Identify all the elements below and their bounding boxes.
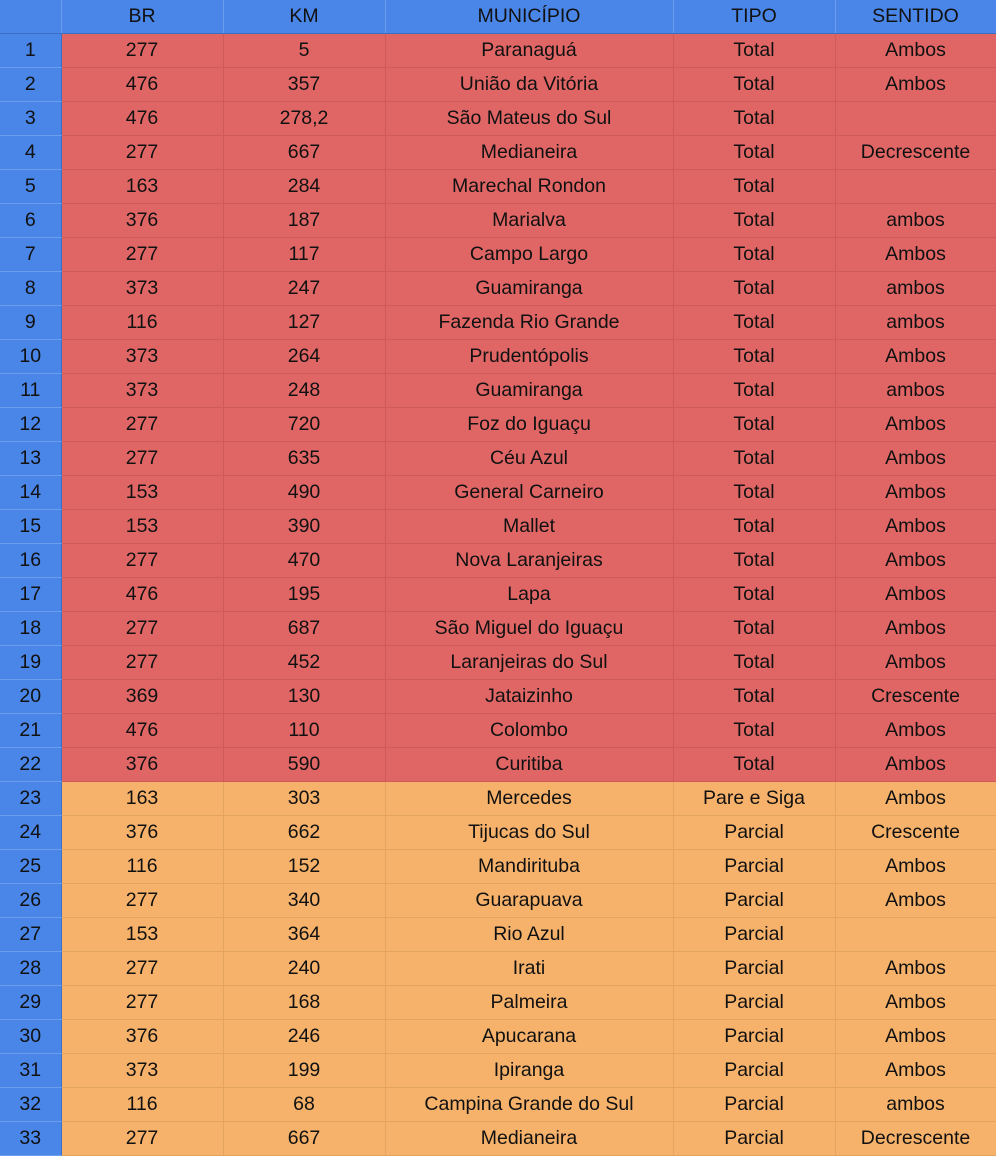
- table-row: [0, 170, 996, 204]
- cell-km[interactable]: 68: [223, 1088, 385, 1122]
- cell-br[interactable]: 277: [61, 442, 223, 476]
- cell-municipio[interactable]: Céu Azul: [385, 442, 673, 476]
- table-row: [0, 884, 996, 918]
- table-row: [0, 136, 996, 170]
- cell-tipo[interactable]: Total: [673, 476, 835, 510]
- cell-km[interactable]: 364: [223, 918, 385, 952]
- cell-br[interactable]: 277: [61, 408, 223, 442]
- cell-tipo[interactable]: Parcial: [673, 1122, 835, 1156]
- cell-municipio[interactable]: Paranaguá: [385, 34, 673, 68]
- cell-br[interactable]: 376: [61, 1020, 223, 1054]
- row-number[interactable]: 28: [0, 952, 61, 986]
- cell-municipio[interactable]: Apucarana: [385, 1020, 673, 1054]
- cell-br[interactable]: 376: [61, 204, 223, 238]
- cell-municipio[interactable]: Prudentópolis: [385, 340, 673, 374]
- row-number[interactable]: 11: [0, 374, 61, 408]
- cell-km[interactable]: 340: [223, 884, 385, 918]
- cell-br[interactable]: 373: [61, 340, 223, 374]
- cell-br[interactable]: 373: [61, 1054, 223, 1088]
- cell-tipo[interactable]: Total: [673, 510, 835, 544]
- cell-br[interactable]: 373: [61, 272, 223, 306]
- cell-br[interactable]: 277: [61, 34, 223, 68]
- row-number[interactable]: 30: [0, 1020, 61, 1054]
- row-number[interactable]: 7: [0, 238, 61, 272]
- cell-tipo[interactable]: Total: [673, 102, 835, 136]
- cell-municipio[interactable]: Rio Azul: [385, 918, 673, 952]
- table-row: [0, 544, 996, 578]
- cell-sentido[interactable]: Ambos: [835, 238, 996, 272]
- cell-tipo[interactable]: Total: [673, 748, 835, 782]
- cell-municipio[interactable]: Foz do Iguaçu: [385, 408, 673, 442]
- row-number[interactable]: 1: [0, 34, 61, 68]
- cell-br[interactable]: 116: [61, 1088, 223, 1122]
- cell-sentido[interactable]: Ambos: [835, 748, 996, 782]
- cell-km[interactable]: 667: [223, 1122, 385, 1156]
- table-row: [0, 68, 996, 102]
- table-row: [0, 1020, 996, 1054]
- cell-tipo[interactable]: Total: [673, 646, 835, 680]
- cell-br[interactable]: 476: [61, 68, 223, 102]
- cell-br[interactable]: 376: [61, 816, 223, 850]
- row-number[interactable]: 20: [0, 680, 61, 714]
- cell-br[interactable]: 277: [61, 238, 223, 272]
- cell-tipo[interactable]: Total: [673, 578, 835, 612]
- cell-tipo[interactable]: Total: [673, 34, 835, 68]
- cell-km[interactable]: 117: [223, 238, 385, 272]
- table-row: [0, 714, 996, 748]
- cell-br[interactable]: 116: [61, 850, 223, 884]
- cell-sentido[interactable]: Ambos: [835, 884, 996, 918]
- cell-br[interactable]: 277: [61, 612, 223, 646]
- cell-sentido[interactable]: [835, 170, 996, 204]
- cell-tipo[interactable]: Total: [673, 204, 835, 238]
- row-number[interactable]: 17: [0, 578, 61, 612]
- cell-municipio[interactable]: Jataizinho: [385, 680, 673, 714]
- cell-km[interactable]: 168: [223, 986, 385, 1020]
- cell-tipo[interactable]: Total: [673, 680, 835, 714]
- cell-km[interactable]: 5: [223, 34, 385, 68]
- cell-municipio[interactable]: Guarapuava: [385, 884, 673, 918]
- cell-tipo[interactable]: Parcial: [673, 986, 835, 1020]
- table-row: [0, 986, 996, 1020]
- table-row: [0, 102, 996, 136]
- cell-br[interactable]: 476: [61, 714, 223, 748]
- cell-tipo[interactable]: Total: [673, 544, 835, 578]
- cell-km[interactable]: 278,2: [223, 102, 385, 136]
- table-row: [0, 612, 996, 646]
- cell-km[interactable]: 247: [223, 272, 385, 306]
- cell-tipo[interactable]: Parcial: [673, 1088, 835, 1122]
- cell-br[interactable]: 277: [61, 136, 223, 170]
- cell-br[interactable]: 277: [61, 544, 223, 578]
- cell-municipio[interactable]: São Miguel do Iguaçu: [385, 612, 673, 646]
- cell-sentido[interactable]: Ambos: [835, 340, 996, 374]
- cell-br[interactable]: 476: [61, 578, 223, 612]
- table-row: [0, 340, 996, 374]
- row-number[interactable]: 26: [0, 884, 61, 918]
- row-number[interactable]: 8: [0, 272, 61, 306]
- cell-tipo[interactable]: Total: [673, 306, 835, 340]
- cell-km[interactable]: 246: [223, 1020, 385, 1054]
- table-row: [0, 748, 996, 782]
- row-number[interactable]: 32: [0, 1088, 61, 1122]
- cell-tipo[interactable]: Parcial: [673, 1054, 835, 1088]
- row-number[interactable]: 9: [0, 306, 61, 340]
- row-number[interactable]: 10: [0, 340, 61, 374]
- row-number[interactable]: 31: [0, 1054, 61, 1088]
- cell-sentido[interactable]: Ambos: [835, 646, 996, 680]
- cell-sentido[interactable]: Ambos: [835, 68, 996, 102]
- cell-municipio[interactable]: Marechal Rondon: [385, 170, 673, 204]
- cell-br[interactable]: 376: [61, 748, 223, 782]
- cell-km[interactable]: 248: [223, 374, 385, 408]
- cell-municipio[interactable]: Nova Laranjeiras: [385, 544, 673, 578]
- cell-sentido[interactable]: ambos: [835, 272, 996, 306]
- cell-br[interactable]: 277: [61, 1122, 223, 1156]
- cell-km[interactable]: 390: [223, 510, 385, 544]
- table-row: [0, 952, 996, 986]
- table-row: [0, 442, 996, 476]
- row-number[interactable]: 4: [0, 136, 61, 170]
- cell-tipo[interactable]: Parcial: [673, 918, 835, 952]
- cell-tipo[interactable]: Parcial: [673, 884, 835, 918]
- cell-municipio[interactable]: Campo Largo: [385, 238, 673, 272]
- cell-municipio[interactable]: Irati: [385, 952, 673, 986]
- cell-br[interactable]: 277: [61, 986, 223, 1020]
- cell-km[interactable]: 195: [223, 578, 385, 612]
- cell-municipio[interactable]: Mallet: [385, 510, 673, 544]
- cell-sentido[interactable]: ambos: [835, 1088, 996, 1122]
- cell-tipo[interactable]: Total: [673, 272, 835, 306]
- cell-municipio[interactable]: Mandirituba: [385, 850, 673, 884]
- cell-sentido[interactable]: Ambos: [835, 544, 996, 578]
- cell-sentido[interactable]: Ambos: [835, 1054, 996, 1088]
- row-number[interactable]: 16: [0, 544, 61, 578]
- cell-tipo[interactable]: Parcial: [673, 1020, 835, 1054]
- cell-km[interactable]: 303: [223, 782, 385, 816]
- row-number[interactable]: 5: [0, 170, 61, 204]
- cell-km[interactable]: 199: [223, 1054, 385, 1088]
- cell-tipo[interactable]: Pare e Siga: [673, 782, 835, 816]
- cell-municipio[interactable]: Tijucas do Sul: [385, 816, 673, 850]
- row-number[interactable]: 15: [0, 510, 61, 544]
- column-header-municipio[interactable]: MUNICÍPIO: [385, 0, 673, 34]
- cell-km[interactable]: 452: [223, 646, 385, 680]
- table-row: [0, 204, 996, 238]
- cell-sentido[interactable]: Ambos: [835, 476, 996, 510]
- cell-br[interactable]: 163: [61, 170, 223, 204]
- cell-km[interactable]: 152: [223, 850, 385, 884]
- row-number[interactable]: 3: [0, 102, 61, 136]
- cell-sentido[interactable]: Ambos: [835, 612, 996, 646]
- cell-br[interactable]: 277: [61, 952, 223, 986]
- cell-km[interactable]: 187: [223, 204, 385, 238]
- cell-tipo[interactable]: Total: [673, 238, 835, 272]
- column-header-sentido[interactable]: SENTIDO: [835, 0, 996, 34]
- cell-tipo[interactable]: Total: [673, 68, 835, 102]
- table-row: [0, 238, 996, 272]
- cell-br[interactable]: 277: [61, 884, 223, 918]
- cell-municipio[interactable]: Fazenda Rio Grande: [385, 306, 673, 340]
- table-row: [0, 680, 996, 714]
- cell-br[interactable]: 277: [61, 646, 223, 680]
- row-number[interactable]: 33: [0, 1122, 61, 1156]
- table-row: [0, 34, 996, 68]
- cell-municipio[interactable]: Mercedes: [385, 782, 673, 816]
- table-row: [0, 272, 996, 306]
- cell-km[interactable]: 667: [223, 136, 385, 170]
- row-number[interactable]: 13: [0, 442, 61, 476]
- cell-br[interactable]: 163: [61, 782, 223, 816]
- row-number[interactable]: 12: [0, 408, 61, 442]
- table-row: [0, 1088, 996, 1122]
- row-number[interactable]: 2: [0, 68, 61, 102]
- cell-km[interactable]: 127: [223, 306, 385, 340]
- cell-tipo[interactable]: Total: [673, 170, 835, 204]
- cell-sentido[interactable]: Crescente: [835, 816, 996, 850]
- cell-sentido[interactable]: [835, 102, 996, 136]
- cell-km[interactable]: 720: [223, 408, 385, 442]
- header-row: [0, 0, 996, 34]
- cell-municipio[interactable]: Lapa: [385, 578, 673, 612]
- cell-sentido[interactable]: Ambos: [835, 1020, 996, 1054]
- cell-km[interactable]: 110: [223, 714, 385, 748]
- cell-br[interactable]: 476: [61, 102, 223, 136]
- cell-br[interactable]: 116: [61, 306, 223, 340]
- table-row: [0, 816, 996, 850]
- cell-municipio[interactable]: Guamiranga: [385, 272, 673, 306]
- cell-km[interactable]: 590: [223, 748, 385, 782]
- cell-km[interactable]: 357: [223, 68, 385, 102]
- table-row: [0, 578, 996, 612]
- row-number[interactable]: 25: [0, 850, 61, 884]
- cell-km[interactable]: 264: [223, 340, 385, 374]
- cell-km[interactable]: 490: [223, 476, 385, 510]
- cell-sentido[interactable]: Crescente: [835, 680, 996, 714]
- cell-br[interactable]: 373: [61, 374, 223, 408]
- cell-sentido[interactable]: Ambos: [835, 578, 996, 612]
- cell-municipio[interactable]: União da Vitória: [385, 68, 673, 102]
- cell-km[interactable]: 470: [223, 544, 385, 578]
- cell-municipio[interactable]: Curitiba: [385, 748, 673, 782]
- row-number[interactable]: 29: [0, 986, 61, 1020]
- table-body: [0, 34, 996, 1156]
- cell-br[interactable]: 153: [61, 510, 223, 544]
- cell-tipo[interactable]: Total: [673, 612, 835, 646]
- column-header-br[interactable]: BR: [61, 0, 223, 34]
- table-row: [0, 374, 996, 408]
- cell-tipo[interactable]: Total: [673, 442, 835, 476]
- table-row: [0, 646, 996, 680]
- table-row: [0, 306, 996, 340]
- cell-km[interactable]: 284: [223, 170, 385, 204]
- cell-municipio[interactable]: Ipiranga: [385, 1054, 673, 1088]
- cell-sentido[interactable]: Decrescente: [835, 1122, 996, 1156]
- cell-tipo[interactable]: Parcial: [673, 850, 835, 884]
- cell-municipio[interactable]: Medianeira: [385, 136, 673, 170]
- table-row: [0, 918, 996, 952]
- row-number[interactable]: 22: [0, 748, 61, 782]
- cell-sentido[interactable]: Ambos: [835, 510, 996, 544]
- cell-municipio[interactable]: Medianeira: [385, 1122, 673, 1156]
- column-header-km[interactable]: KM: [223, 0, 385, 34]
- cell-sentido[interactable]: ambos: [835, 374, 996, 408]
- cell-tipo[interactable]: Total: [673, 374, 835, 408]
- table-row: [0, 476, 996, 510]
- cell-municipio[interactable]: Guamiranga: [385, 374, 673, 408]
- cell-sentido[interactable]: Ambos: [835, 442, 996, 476]
- cell-tipo[interactable]: Total: [673, 136, 835, 170]
- table-row: [0, 1122, 996, 1156]
- cell-sentido[interactable]: Ambos: [835, 34, 996, 68]
- cell-municipio[interactable]: Marialva: [385, 204, 673, 238]
- row-number[interactable]: 27: [0, 918, 61, 952]
- cell-sentido[interactable]: Ambos: [835, 850, 996, 884]
- cell-tipo[interactable]: Parcial: [673, 952, 835, 986]
- table-row: [0, 1054, 996, 1088]
- cell-sentido[interactable]: Ambos: [835, 408, 996, 442]
- cell-tipo[interactable]: Total: [673, 714, 835, 748]
- cell-municipio[interactable]: Palmeira: [385, 986, 673, 1020]
- cell-km[interactable]: 130: [223, 680, 385, 714]
- table-row: [0, 408, 996, 442]
- table-row: [0, 510, 996, 544]
- cell-br[interactable]: 153: [61, 918, 223, 952]
- cell-sentido[interactable]: ambos: [835, 204, 996, 238]
- cell-municipio[interactable]: Laranjeiras do Sul: [385, 646, 673, 680]
- cell-tipo[interactable]: Total: [673, 408, 835, 442]
- cell-br[interactable]: 153: [61, 476, 223, 510]
- cell-km[interactable]: 240: [223, 952, 385, 986]
- cell-sentido[interactable]: Ambos: [835, 986, 996, 1020]
- row-number[interactable]: 14: [0, 476, 61, 510]
- cell-municipio[interactable]: Campina Grande do Sul: [385, 1088, 673, 1122]
- row-number[interactable]: 19: [0, 646, 61, 680]
- cell-municipio[interactable]: Colombo: [385, 714, 673, 748]
- row-number[interactable]: 24: [0, 816, 61, 850]
- cell-sentido[interactable]: ambos: [835, 306, 996, 340]
- cell-sentido[interactable]: Ambos: [835, 714, 996, 748]
- column-header-tipo[interactable]: TIPO: [673, 0, 835, 34]
- row-number[interactable]: 23: [0, 782, 61, 816]
- cell-br[interactable]: 369: [61, 680, 223, 714]
- cell-tipo[interactable]: Parcial: [673, 816, 835, 850]
- cell-km[interactable]: 635: [223, 442, 385, 476]
- table-row: [0, 782, 996, 816]
- table-row: [0, 850, 996, 884]
- cell-tipo[interactable]: Total: [673, 340, 835, 374]
- cell-km[interactable]: 662: [223, 816, 385, 850]
- cell-sentido[interactable]: Decrescente: [835, 136, 996, 170]
- cell-municipio[interactable]: São Mateus do Sul: [385, 102, 673, 136]
- cell-sentido[interactable]: Ambos: [835, 952, 996, 986]
- cell-sentido[interactable]: [835, 918, 996, 952]
- cell-km[interactable]: 687: [223, 612, 385, 646]
- cell-sentido[interactable]: Ambos: [835, 782, 996, 816]
- corner-cell[interactable]: [0, 0, 61, 34]
- row-number[interactable]: 21: [0, 714, 61, 748]
- row-number[interactable]: 6: [0, 204, 61, 238]
- cell-municipio[interactable]: General Carneiro: [385, 476, 673, 510]
- row-number[interactable]: 18: [0, 612, 61, 646]
